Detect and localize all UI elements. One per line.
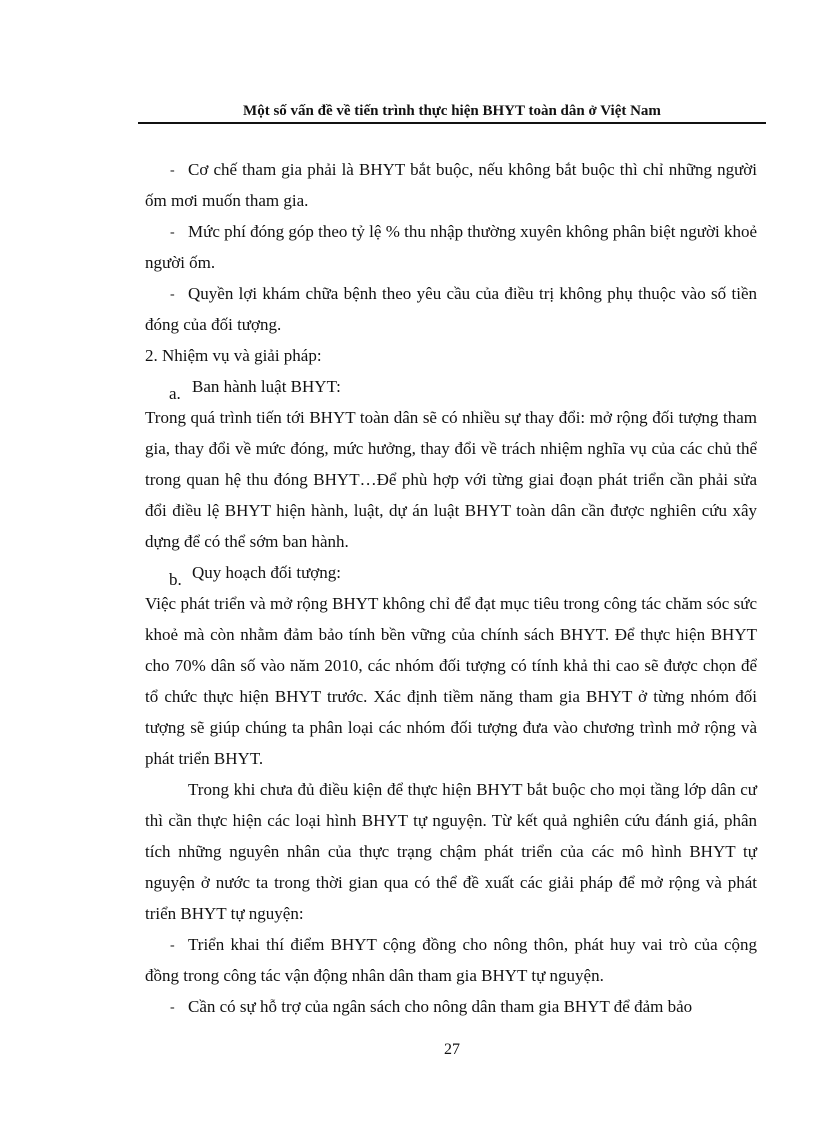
bullet-text: Quyền lợi khám chữa bệnh theo yêu cầu của điều trị không phụ thuộc vào số tiền đóng của đối tượng. xyxy=(145,284,757,334)
bullet-fee-rate xyxy=(145,216,757,278)
bullet-text: Mức phí đóng góp theo tỷ lệ % thu nhập thường xuyên không phân biệt người khoẻ người ốm. xyxy=(145,222,757,272)
subsection-b-title-text: Quy hoạch đối tượng: xyxy=(192,563,341,582)
bullet-mark: - xyxy=(170,287,175,302)
bullet-benefits xyxy=(145,278,757,340)
bullet-budget-support xyxy=(145,991,757,1022)
bullet-pilot xyxy=(145,929,757,991)
paragraph-voluntary: Trong khi chưa đủ điều kiện để thực hiện BHYT bắt buộc cho mọi tầng lớp dân cư thì cần thực hiện các loại hình BHYT tự nguyện. Từ kết quả nghiên cứu đánh giá, phân tích những nguyên nhân của thực trạng chậm phát triển của các mô hình BHYT tự nguyện ở nước ta trong thời gian qua có thể đề xuất các giải pháp để mở rộng và phát triển BHYT tự nguyện: xyxy=(145,780,757,923)
bullet-text: Cần có sự hỗ trợ của ngân sách cho nông dân tham gia BHYT để đảm bảo xyxy=(188,997,693,1016)
header-rule xyxy=(138,122,766,124)
subsection-b-title xyxy=(145,557,757,588)
bullet-mark: - xyxy=(170,163,175,178)
bullet-mark: - xyxy=(170,938,175,953)
subsection-a-title-text: Ban hành luật BHYT: xyxy=(192,377,341,396)
subsection-b-mark: b. xyxy=(169,570,182,589)
bullet-mark: - xyxy=(170,1000,175,1015)
subsection-b-text: Việc phát triển và mở rộng BHYT không chỉ để đạt mục tiêu trong công tác chăm sóc sức khoẻ mà còn nhằm đảm bảo tính bền vững của chính sách BHYT. Để thực hiện BHYT cho 70% dân số vào năm 2010, các nhóm đối tượng có tính khả thi cao sẽ được chọn để tổ chức thực hiện BHYT trước. Xác định tiềm năng tham gia BHYT ở từng nhóm đối tượng sẽ giúp chúng ta phân loại các nhóm đối tượng đưa vào chương trình mở rộng và phát triển BHYT. xyxy=(145,594,757,768)
bullet-text: Triển khai thí điểm BHYT cộng đồng cho nông thôn, phát huy vai trò của cộng đồng trong công tác vận động nhân dân tham gia BHYT tự nguyện. xyxy=(145,935,757,985)
subsection-a-title xyxy=(145,371,757,402)
bullet-mark: - xyxy=(170,225,175,240)
bullet-mechanism xyxy=(145,154,757,216)
bullet-text: Cơ chế tham gia phải là BHYT bắt buộc, nếu không bắt buộc thì chỉ những người ốm mơi muốn tham gia. xyxy=(145,160,757,210)
page-number: 27 xyxy=(444,1041,460,1058)
subsection-a-mark: a. xyxy=(169,384,181,403)
subsection-a-text: Trong quá trình tiến tới BHYT toàn dân sẽ có nhiều sự thay đổi: mở rộng đối tượng tham gia, thay đổi về mức đóng, mức hưởng, thay đổi về trách nhiệm nghĩa vụ của các chủ thể trong quan hệ thu đóng BHYT…Để phù hợp với từng giai đoạn phát triển cần phải sửa đổi điều lệ BHYT hiện hành, luật, dự án luật BHYT toàn dân cần được nghiên cứu xây dựng để có thể sớm ban hành. xyxy=(145,408,757,551)
running-header: Một số vấn đề về tiến trình thực hiện BHYT toàn dân ở Việt Nam xyxy=(243,103,661,119)
document-body xyxy=(145,154,757,1022)
section-heading: 2. Nhiệm vụ và giải pháp: xyxy=(145,346,322,365)
